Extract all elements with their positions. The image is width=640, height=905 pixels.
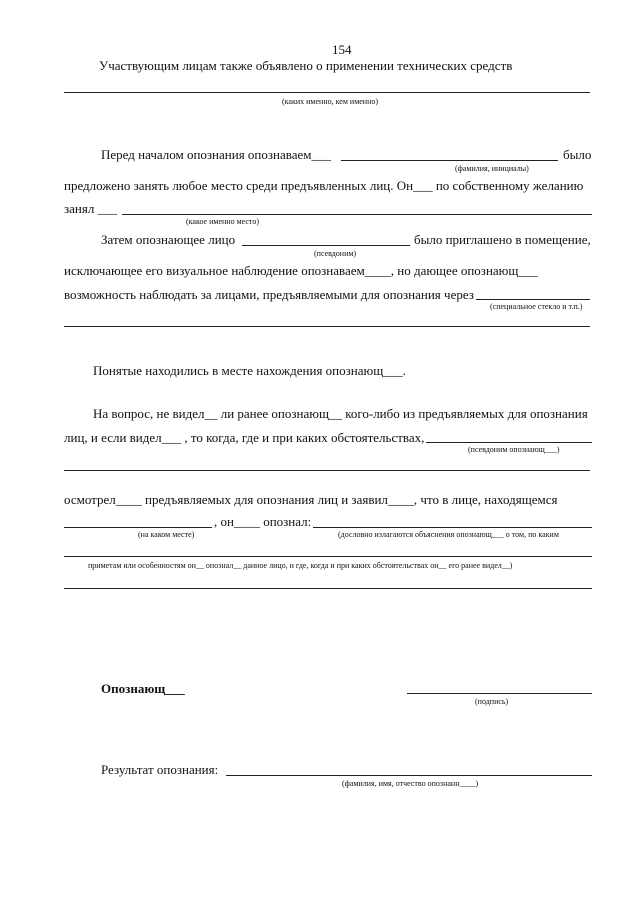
fill-line-question-extra <box>64 470 590 471</box>
start-line-1: Перед началом опознания опознаваем___ <box>101 147 331 162</box>
fill-line-tech <box>64 92 590 93</box>
caption-pseudonym-identifier: (псевдоним опознающ___) <box>468 445 560 454</box>
question-line-1: На вопрос, не видел__ ли ранее опознающ__ кого-либо из предъявляемых для опознания <box>93 406 588 421</box>
caption-where: (на каком месте) <box>138 530 195 539</box>
fill-line-place <box>122 214 592 215</box>
start-line-2: предложено занять любое место среди предъявленных лиц. Он___ по собственному желанию <box>64 178 584 193</box>
fill-line-result <box>226 775 592 776</box>
question-line-2: лиц, и если видел___ , то когда, где и при каких обстоятельствах, <box>64 430 425 445</box>
start-line-3: занял ___ <box>64 201 118 216</box>
witnesses-line: Понятые находились в месте нахождения опознающ___. <box>93 363 406 378</box>
result-label: Результат опознания: <box>101 762 219 777</box>
then-line-3: возможность наблюдать за лицами, предъявляемыми для опознания через <box>64 287 474 302</box>
fill-line-names <box>341 160 558 161</box>
caption-result: (фамилия, имя, отчество опознанн____) <box>342 779 479 788</box>
fill-line-pseudonym <box>242 245 410 246</box>
fill-line-recognized <box>313 527 592 528</box>
start-line-1-end: было <box>563 147 592 162</box>
fill-line-where <box>64 527 212 528</box>
identifier-signature-label: Опознающ___ <box>101 681 185 696</box>
page-number: 154 <box>332 42 352 57</box>
fill-line-signature <box>407 693 592 694</box>
fill-line-glass <box>476 299 590 300</box>
caption-names: (фамилия, инициалы) <box>455 164 529 173</box>
fill-line-signs <box>64 588 592 589</box>
examined-line-1: осмотрел____ предъявляемых для опознания лиц и заявил____, что в лице, находящемся <box>64 492 558 507</box>
caption-place: (какое именно место) <box>186 217 259 226</box>
caption-pseudonym: (псевдоним) <box>314 249 357 258</box>
caption-signature: (подпись) <box>475 697 509 706</box>
then-line-1-end: было приглашено в помещение, <box>414 232 591 247</box>
fill-line-explain <box>64 556 592 557</box>
fill-line-then-extra <box>64 326 590 327</box>
caption-signs: приметам или особенностям он__ опознал__ данное лицо, и где, когда и при каких обстоятельствах он__ его ранее видел__) <box>88 561 513 570</box>
caption-which-who: (каких именно, кем именно) <box>282 97 379 106</box>
fill-line-circumstances <box>426 442 592 443</box>
caption-glass: (специальное стекло и т.п.) <box>490 302 583 311</box>
then-line-2: исключающее его визуальное наблюдение опознаваем____, но дающее опознающ___ <box>64 263 538 278</box>
tech-means-line: Участвующим лицам также объявлено о применении технических средств <box>99 58 513 73</box>
caption-explain: (дословно излагаются объяснения опознающ___ о том, по каким <box>338 530 559 539</box>
then-line-1: Затем опознающее лицо <box>101 232 236 247</box>
examined-line-2: , он____ опознал: <box>214 514 312 529</box>
